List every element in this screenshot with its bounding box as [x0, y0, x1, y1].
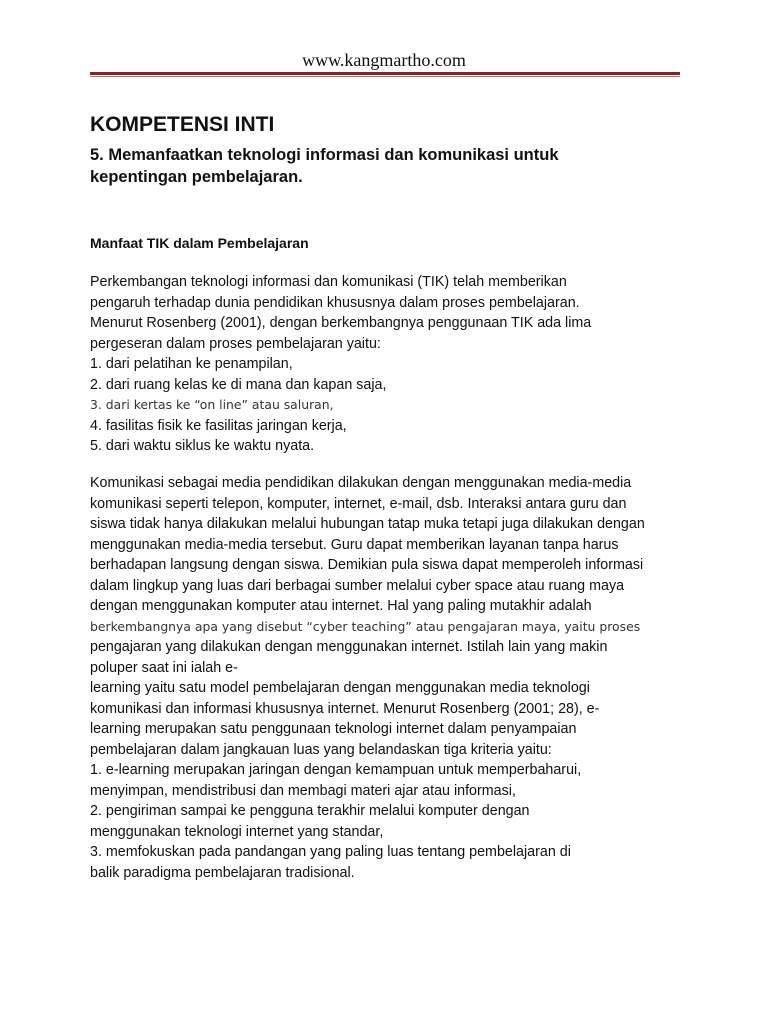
competency-line: 5. Memanfaatkan teknologi informasi dan komunikasi untuk — [90, 146, 559, 164]
list-item: 1. e-learning merupakan jaringan dengan kemampuan untuk memperbaharui, — [90, 762, 582, 778]
list-item: 2. pengiriman sampai ke pengguna terakhir melalui komputer dengan — [90, 803, 530, 819]
text-line: komunikasi dan informasi khususnya internet. Menurut Rosenberg (2001; 28), e- — [90, 700, 600, 717]
paragraph-1 — [90, 272, 591, 457]
text-line: learning merupakan satu penggunaan teknologi internet dalam penyampaian — [90, 721, 577, 737]
text-line: Menurut Rosenberg (2001), dengan berkembangnya penggunaan TIK ada lima — [90, 315, 592, 331]
list-item: 2. dari ruang kelas ke di mana dan kapan saja, — [90, 376, 387, 393]
paragraph-2 — [90, 473, 645, 883]
site-header: www.kangmartho.com — [302, 50, 466, 70]
text-line: berhadapan langsung dengan siswa. Demikian pula siswa dapat memperoleh informasi — [90, 557, 644, 573]
text-line: siswa tidak hanya dilakukan melalui hubungan tatap muka tetapi juga dilakukan dengan — [90, 516, 645, 532]
list-item: 5. dari waktu siklus ke waktu nyata. — [90, 438, 315, 454]
page-title: KOMPETENSI INTI — [90, 113, 275, 136]
list-item: balik paradigma pembelajaran tradisional. — [90, 864, 355, 881]
text-line: berkembangnya apa yang disebut “cyber teaching” atau pengajaran maya, yaitu proses — [90, 618, 641, 634]
list-item: 4. fasilitas fisik ke fasilitas jaringan kerja, — [90, 417, 347, 434]
text-line: pengajaran yang dilakukan dengan menggunakan internet. Istilah lain yang makin — [90, 639, 608, 655]
header-rule-thick — [90, 72, 680, 75]
competency-line: kepentingan pembelajaran. — [90, 168, 303, 186]
section-heading: Manfaat TIK dalam Pembelajaran — [90, 235, 309, 251]
list-item: 3. memfokuskan pada pandangan yang paling luas tentang pembelajaran di — [90, 844, 571, 860]
header-rule-thin — [90, 76, 680, 77]
competency-statement — [90, 144, 559, 188]
list-item: 1. dari pelatihan ke penampilan, — [90, 356, 293, 372]
text-line: Perkembangan teknologi informasi dan komunikasi (TIK) telah memberikan — [90, 274, 567, 290]
text-line: menggunakan media-media tersebut. Guru dapat memberikan layanan tanpa harus — [90, 536, 619, 553]
text-line: komunikasi seperti telepon, komputer, internet, e-mail, dsb. Interaksi antara guru dan — [90, 495, 627, 512]
text-line: dengan menggunakan komputer atau internet. Hal yang paling mutakhir adalah — [90, 598, 592, 614]
text-line: pembelajaran dalam jangkauan luas yang belandaskan tiga kriteria yaitu: — [90, 741, 552, 758]
list-item: 3. dari kertas ke “on line” atau saluran, — [90, 397, 334, 412]
text-line: dalam lingkup yang luas dari berbagai sumber melalui cyber space atau ruang maya — [90, 577, 625, 594]
text-line: Komunikasi sebagai media pendidikan dilakukan dengan menggunakan media-media — [90, 475, 632, 491]
text-line: pergeseran dalam proses pembelajaran yaitu: — [90, 335, 381, 352]
text-line: learning yaitu satu model pembelajaran dengan menggunakan media teknologi — [90, 680, 590, 696]
list-item: menyimpan, mendistribusi dan membagi materi ajar atau informasi, — [90, 782, 516, 799]
list-item: menggunakan teknologi internet yang standar, — [90, 823, 384, 840]
text-line: pengaruh terhadap dunia pendidikan khususnya dalam proses pembelajaran. — [90, 294, 580, 311]
text-line: poluper saat ini ialah e- — [90, 659, 238, 676]
